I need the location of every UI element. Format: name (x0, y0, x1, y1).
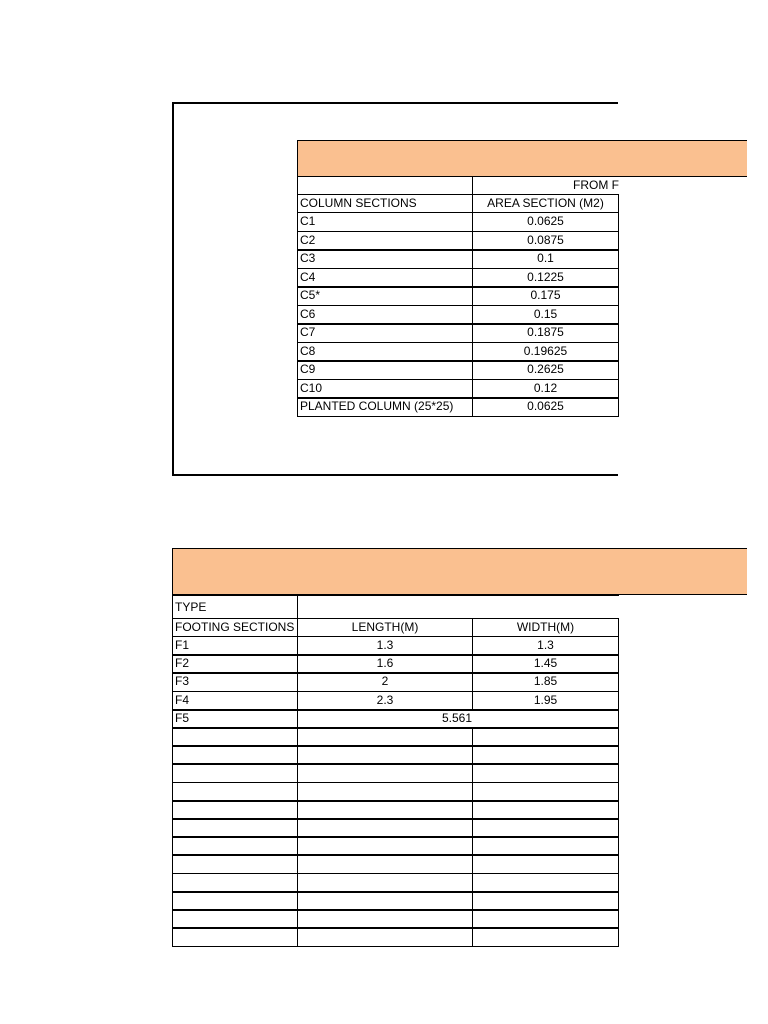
column-section-area: 0.0625 (472, 397, 619, 417)
column-section-area: 0.15 (472, 305, 619, 325)
column-section-area: 0.1225 (472, 268, 619, 288)
footing-table-header-band (172, 548, 747, 595)
footing-section-width: 1.45 (472, 654, 619, 674)
column-section-area: 0.1 (472, 249, 619, 269)
empty-row-cell (172, 782, 298, 802)
empty-row-cell (172, 854, 298, 874)
column-header-left: COLUMN SECTIONS (297, 194, 473, 213)
column-section-name: C8 (297, 342, 473, 362)
column-section-area: 0.2625 (472, 360, 619, 380)
empty-row-cell (297, 782, 473, 802)
footing-section-width: 1.85 (472, 672, 619, 692)
empty-row-cell (472, 873, 619, 893)
empty-row-cell (472, 927, 619, 947)
empty-row-cell (172, 891, 298, 911)
empty-row-cell (297, 745, 473, 765)
footing-section-name: F5 (172, 709, 298, 729)
empty-row-cell (172, 763, 298, 783)
empty-row-cell (472, 836, 619, 856)
footing-section-name: F1 (172, 636, 298, 656)
empty-row-cell (472, 782, 619, 802)
empty-row-cell (297, 836, 473, 856)
empty-row-cell (297, 927, 473, 947)
column-subheader-right (472, 176, 619, 195)
column-section-name: C6 (297, 305, 473, 325)
column-section-name: PLANTED COLUMN (25*25) (297, 397, 473, 417)
column-section-area: 0.0875 (472, 231, 619, 251)
empty-row-cell (472, 745, 619, 765)
column-section-name: C4 (297, 268, 473, 288)
empty-row-cell (297, 727, 473, 747)
empty-row-cell (172, 818, 298, 838)
column-section-name: C1 (297, 212, 473, 232)
empty-row-cell (472, 909, 619, 929)
footing-header-sections: FOOTING SECTIONS (172, 618, 298, 637)
column-section-area: 0.0625 (472, 212, 619, 232)
empty-row-cell (172, 727, 298, 747)
empty-row-cell (297, 800, 473, 820)
column-subheader-left (297, 176, 473, 195)
footing-section-width: 1.3 (472, 636, 619, 656)
footing-header-width: WIDTH(M) (472, 618, 619, 637)
footing-section-length: 1.3 (297, 636, 473, 656)
column-subheader-text: FROM F (573, 178, 619, 192)
column-section-name: C2 (297, 231, 473, 251)
empty-row-cell (472, 818, 619, 838)
empty-row-cell (472, 727, 619, 747)
empty-row-cell (297, 909, 473, 929)
footing-section-name: F2 (172, 654, 298, 674)
footing-section-length: 1.6 (297, 654, 473, 674)
empty-row-cell (472, 763, 619, 783)
footing-type-label: TYPE (172, 595, 298, 619)
column-section-area: 0.1875 (472, 323, 619, 343)
empty-row-cell (172, 873, 298, 893)
footing-header-length: LENGTH(M) (297, 618, 473, 637)
column-section-name: C7 (297, 323, 473, 343)
footing-section-name: F4 (172, 691, 298, 711)
empty-row-cell (297, 873, 473, 893)
empty-row-cell (172, 927, 298, 947)
empty-row-cell (172, 836, 298, 856)
footing-section-length: 2.3 (297, 691, 473, 711)
column-section-name: C3 (297, 249, 473, 269)
empty-row-cell (172, 745, 298, 765)
empty-row-cell (172, 909, 298, 929)
empty-row-cell (472, 800, 619, 820)
column-section-area: 0.12 (472, 379, 619, 399)
column-header-right: AREA SECTION (M2) (472, 194, 619, 213)
footing-type-value (297, 595, 619, 619)
empty-row-cell (172, 800, 298, 820)
footing-section-width: 1.95 (472, 691, 619, 711)
column-section-name: C5* (297, 286, 473, 306)
empty-row-cell (297, 763, 473, 783)
column-section-name: C9 (297, 360, 473, 380)
column-section-area: 0.19625 (472, 342, 619, 362)
empty-row-cell (472, 854, 619, 874)
column-section-name: C10 (297, 379, 473, 399)
footing-section-length: 2 (297, 672, 473, 692)
empty-row-cell (297, 891, 473, 911)
empty-row-cell (297, 818, 473, 838)
empty-row-cell (472, 891, 619, 911)
column-table-header-band (297, 140, 747, 177)
footing-f5-merged-value: 5.561 (297, 709, 619, 729)
empty-row-cell (297, 854, 473, 874)
column-section-area: 0.175 (472, 286, 619, 306)
footing-section-name: F3 (172, 672, 298, 692)
